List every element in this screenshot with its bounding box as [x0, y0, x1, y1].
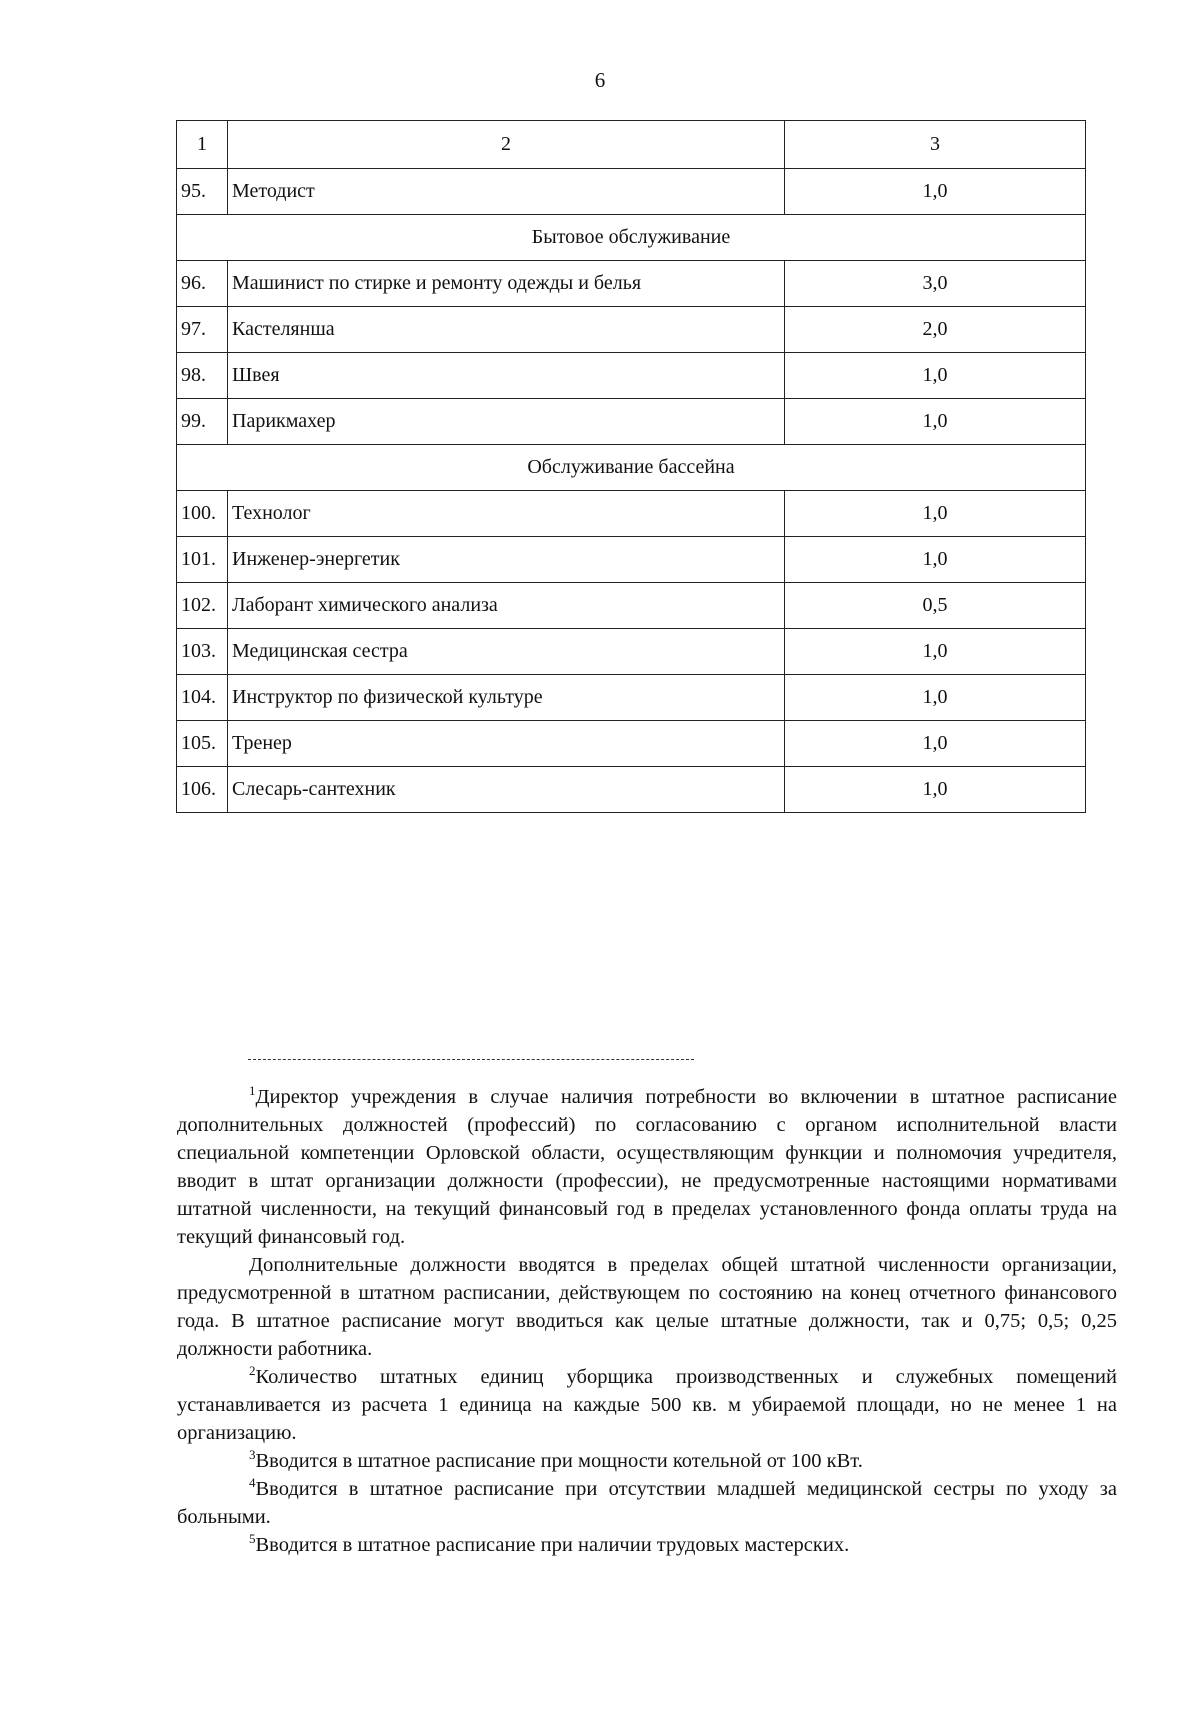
table-section-row	[177, 215, 1086, 261]
footnote-marker: 1	[249, 1083, 256, 1099]
position-name: Инженер-энергетик	[228, 537, 785, 583]
position-name: Парикмахер	[228, 399, 785, 445]
footnote	[177, 1475, 1117, 1531]
staff-units: 2,0	[785, 307, 1086, 353]
position-name: Кастелянша	[228, 307, 785, 353]
footnote	[177, 1531, 1117, 1559]
position-name: Методист	[228, 169, 785, 215]
position-name: Тренер	[228, 721, 785, 767]
section-title: Бытовое обслуживание	[177, 215, 1086, 261]
table-row	[177, 261, 1086, 307]
staffing-table	[176, 120, 1086, 813]
footnote-separator	[248, 1059, 694, 1060]
footnote-text: Количество штатных единиц уборщика производственных и служебных помещений устанавливается из расчета 1 единица на каждые 500 кв. м убираемой площади, но не менее 1 на организацию.	[177, 1366, 1117, 1444]
table-row	[177, 353, 1086, 399]
footnote	[177, 1083, 1117, 1251]
staff-units: 0,5	[785, 583, 1086, 629]
row-number: 106.	[177, 767, 228, 813]
row-number: 95.	[177, 169, 228, 215]
table-row	[177, 307, 1086, 353]
footnote-marker: 3	[249, 1447, 256, 1463]
table-row	[177, 629, 1086, 675]
staff-units: 1,0	[785, 399, 1086, 445]
footnote-text: Директор учреждения в случае наличия потребности во включении в штатное расписание дополнительных должностей (профессий) по согласованию с органом исполнительной власти специальной компетенции Орловской области, осуществляющим функции и полномочия учредителя, вводит в штат организации должности (профессии), не предусмотренные настоящими нормативами штатной численности, на текущий финансовый год в пределах установленного фонда оплаты труда на текущий финансовый год.	[177, 1086, 1117, 1248]
footnote-text: Вводится в штатное расписание при мощности котельной от 100 кВт.	[255, 1450, 863, 1472]
footnotes	[177, 1083, 1117, 1559]
row-number: 105.	[177, 721, 228, 767]
position-name: Инструктор по физической культуре	[228, 675, 785, 721]
staff-units: 1,0	[785, 491, 1086, 537]
table-row	[177, 491, 1086, 537]
footnote-marker: 2	[249, 1363, 256, 1379]
row-number: 97.	[177, 307, 228, 353]
row-number: 100.	[177, 491, 228, 537]
footnote	[177, 1251, 1117, 1363]
page-number: 6	[594, 68, 606, 92]
staff-units: 1,0	[785, 675, 1086, 721]
position-name: Технолог	[228, 491, 785, 537]
table-row	[177, 169, 1086, 215]
staff-units: 1,0	[785, 721, 1086, 767]
row-number: 101.	[177, 537, 228, 583]
table-section-row	[177, 445, 1086, 491]
staff-units: 1,0	[785, 767, 1086, 813]
table-row	[177, 767, 1086, 813]
staff-units: 1,0	[785, 169, 1086, 215]
staff-units: 1,0	[785, 353, 1086, 399]
table-row	[177, 583, 1086, 629]
footnote-text: Дополнительные должности вводятся в пределах общей штатной численности организации, предусмотренной в штатном расписании, действующем по состоянию на конец отчетного финансового года. В штатное расписание могут вводиться как целые штатные должности, так и 0,75; 0,5; 0,25 должности работника.	[177, 1254, 1117, 1360]
footnote	[177, 1363, 1117, 1447]
table-row	[177, 537, 1086, 583]
table-row	[177, 675, 1086, 721]
table-row	[177, 399, 1086, 445]
header-col-1: 1	[177, 121, 228, 169]
staff-units: 1,0	[785, 629, 1086, 675]
row-number: 96.	[177, 261, 228, 307]
footnote-marker: 5	[249, 1531, 256, 1547]
header-col-3: 3	[785, 121, 1086, 169]
position-name: Медицинская сестра	[228, 629, 785, 675]
footnote	[177, 1447, 1117, 1475]
header-col-2: 2	[228, 121, 785, 169]
footnote-text: Вводится в штатное расписание при отсутствии младшей медицинской сестры по уходу за больными.	[177, 1478, 1117, 1528]
position-name: Швея	[228, 353, 785, 399]
position-name: Слесарь-сантехник	[228, 767, 785, 813]
staff-units: 3,0	[785, 261, 1086, 307]
row-number: 103.	[177, 629, 228, 675]
row-number: 104.	[177, 675, 228, 721]
footnote-text: Вводится в штатное расписание при наличии трудовых мастерских.	[255, 1534, 850, 1556]
row-number: 102.	[177, 583, 228, 629]
row-number: 99.	[177, 399, 228, 445]
table-header-row	[177, 121, 1086, 169]
position-name: Машинист по стирке и ремонту одежды и белья	[228, 261, 785, 307]
position-name: Лаборант химического анализа	[228, 583, 785, 629]
staff-units: 1,0	[785, 537, 1086, 583]
row-number: 98.	[177, 353, 228, 399]
section-title: Обслуживание бассейна	[177, 445, 1086, 491]
table-row	[177, 721, 1086, 767]
footnote-marker: 4	[249, 1475, 256, 1491]
